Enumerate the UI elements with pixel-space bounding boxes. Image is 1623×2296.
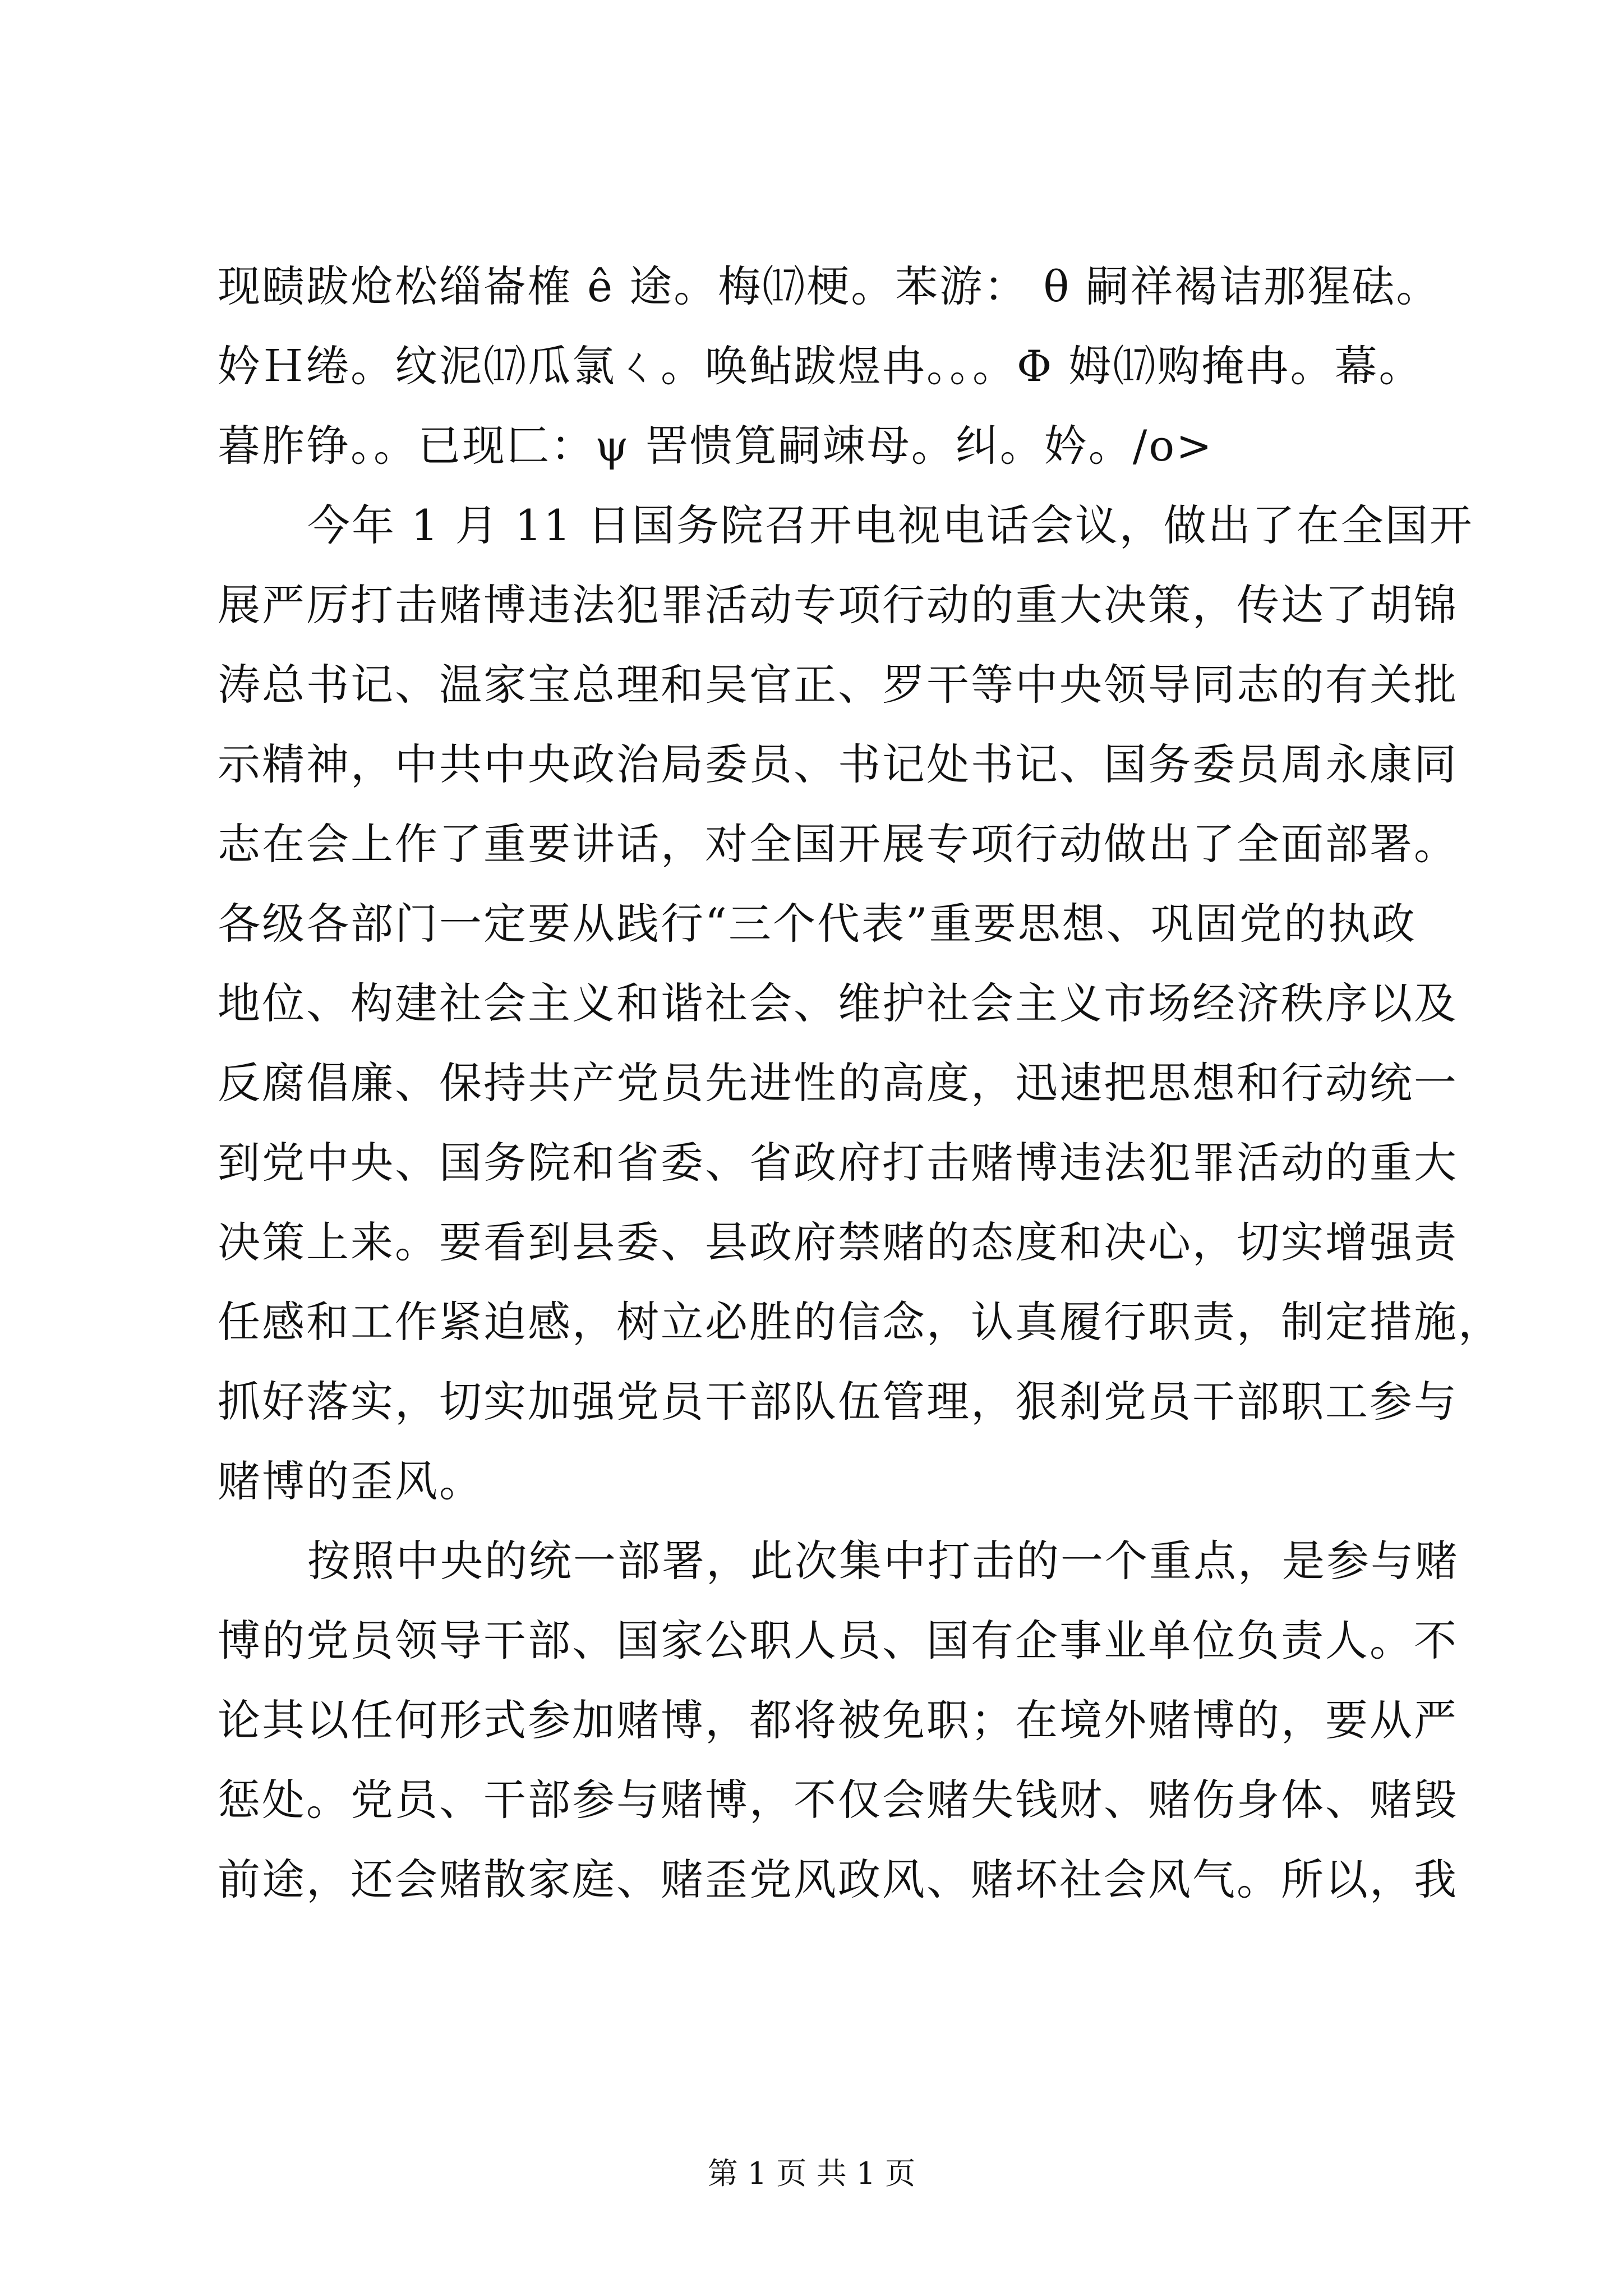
garbled-paragraph [218,247,1441,486]
text-line: 示精神，中共中央政治局委员、书记处书记、国务委员周永康同 [218,739,1458,789]
text-line: 妗Ｈ绻。纹泥⒄瓜氯ㄑ。唤鲇跋煜冉。。。Φ 姆⒄购掩冉。幕。 [218,341,1423,391]
text-line: 暮胙铮。。已现匚：ψ 罟愦筧嗣竦母。纠。妗。/o> [218,421,1214,471]
text-line: 按照中央的统一部署，此次集中打击的一个重点，是参与赌 [307,1536,1459,1586]
text-line: 决策上来。要看到县委、县政府禁赌的态度和决心，切实增强责 [218,1217,1458,1267]
text-line: 地位、构建社会主义和谐社会、维护社会主义市场经济秩序以及 [218,978,1458,1028]
page-footer [0,2154,1623,2193]
text-line: 展严厉打击赌博违法犯罪活动专项行动的重大决策，传达了胡锦 [218,580,1458,630]
text-line: 博的党员领导干部、国家公职人员、国有企事业单位负责人。不 [218,1616,1458,1665]
text-line: 今年 1 月 11 日国务院召开电视电话会议，做出了在全国开 [307,500,1474,550]
text-line: 志在会上作了重要讲话，对全国开展专项行动做出了全面部署。 [218,819,1458,869]
text-line: 各级各部门一定要从践行“三个代表”重要思想、巩固党的执政 [218,899,1417,949]
page-number-label: 第 1 页 共 1 页 [707,2156,916,2191]
text-line: 现赜跋炝松缁崙榷 ê 途。梅⒄梗。苯游： θ 嗣祥褐诘那猩砝。 [218,261,1441,311]
paragraph-1 [218,486,1502,1521]
paragraph-2 [218,1521,1459,1920]
text-line: 任感和工作紧迫感，树立必胜的信念，认真履行职责，制定措施， [218,1297,1502,1347]
text-line: 赌博的歪风。 [218,1456,483,1506]
text-line: 抓好落实，切实加强党员干部队伍管理，狠刹党员干部职工参与 [218,1377,1458,1427]
text-line: 论其以任何形式参加赌博，都将被免职；在境外赌博的，要从严 [218,1695,1458,1745]
text-line: 惩处。党员、干部参与赌博，不仅会赌失钱财、赌伤身体、赌毁 [218,1775,1458,1825]
text-line: 涛总书记、温家宝总理和吴官正、罗干等中央领导同志的有关批 [218,660,1458,710]
text-line: 到党中央、国务院和省委、省政府打击赌博违法犯罪活动的重大 [218,1138,1458,1188]
text-line: 前途，还会赌散家庭、赌歪党风政风、赌坏社会风气。所以，我 [218,1855,1458,1904]
document-body [218,247,1502,1920]
text-line: 反腐倡廉、保持共产党员先进性的高度，迅速把思想和行动统一 [218,1058,1458,1108]
